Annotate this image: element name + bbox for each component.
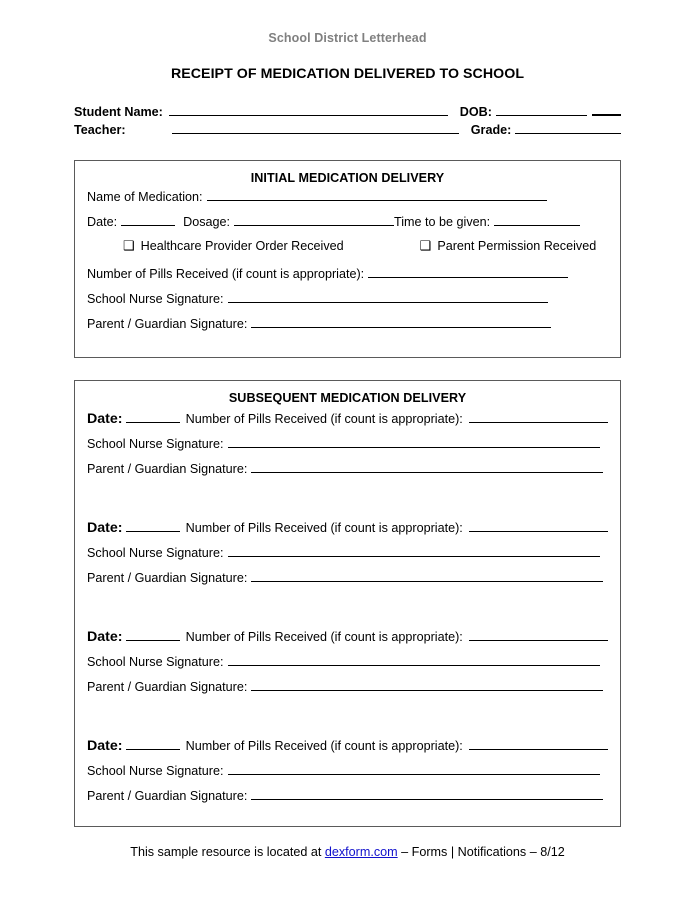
subsequent-nurse-signature-field[interactable]	[228, 763, 600, 775]
dexform-link[interactable]: dexform.com	[324, 845, 398, 859]
initial-nurse-signature-row	[87, 291, 608, 316]
subsequent-delivery-title: SUBSEQUENT MEDICATION DELIVERY	[228, 391, 467, 405]
checkbox-provider-icon[interactable]: ❑	[123, 238, 135, 253]
consent-checkbox-row	[87, 239, 608, 266]
subsequent-nurse-signature-row	[87, 436, 608, 461]
subsequent-date-label: Date:	[87, 629, 123, 645]
initial-pills-label: Number of Pills Received (if count is appropriate):	[87, 267, 365, 281]
initial-nurse-signature-field[interactable]	[228, 291, 548, 303]
checkbox-parent-icon[interactable]: ❑	[419, 238, 432, 253]
subsequent-nurse-signature-field[interactable]	[228, 436, 600, 448]
checkbox-provider-label: Healthcare Provider Order Received	[140, 239, 344, 253]
initial-pills-field[interactable]	[368, 266, 568, 278]
dosage-field[interactable]	[234, 214, 394, 226]
subsequent-nurse-signature-label: School Nurse Signature:	[87, 655, 224, 669]
subsequent-date-field[interactable]	[126, 629, 179, 641]
grade-field[interactable]	[515, 122, 621, 134]
medication-name-field[interactable]	[207, 189, 547, 201]
subsequent-nurse-signature-field[interactable]	[228, 654, 600, 666]
page-title: RECEIPT OF MEDICATION DELIVERED TO SCHOOL	[170, 66, 525, 82]
subsequent-pills-label: Number of Pills Received (if count is appropriate):	[185, 521, 463, 535]
subsequent-parent-signature-field[interactable]	[251, 679, 603, 691]
subsequent-parent-signature-row	[87, 788, 608, 813]
dosage-label: Dosage:	[183, 215, 231, 229]
subsequent-date-pills-row	[87, 411, 608, 436]
dob-field-extra[interactable]	[592, 103, 621, 116]
subsequent-pills-label: Number of Pills Received (if count is appropriate):	[185, 630, 463, 644]
subsequent-pills-field[interactable]	[469, 738, 608, 750]
subsequent-parent-signature-label: Parent / Guardian Signature:	[87, 571, 248, 585]
initial-date-field[interactable]	[121, 214, 175, 226]
subsequent-date-label: Date:	[87, 411, 123, 427]
subsequent-nurse-signature-row	[87, 763, 608, 788]
subsequent-entry	[87, 627, 608, 704]
subsequent-nurse-signature-label: School Nurse Signature:	[87, 437, 224, 451]
subsequent-parent-signature-field[interactable]	[251, 570, 603, 582]
time-field[interactable]	[494, 214, 580, 226]
subsequent-entry	[87, 736, 608, 813]
dob-field[interactable]	[496, 104, 587, 116]
subsequent-entry	[87, 518, 608, 595]
subsequent-entry	[87, 409, 608, 486]
checkbox-parent-label: Parent Permission Received	[437, 239, 597, 253]
medication-name-row	[87, 189, 608, 214]
subsequent-date-pills-row	[87, 520, 608, 545]
subsequent-nurse-signature-row	[87, 654, 608, 679]
teacher-field[interactable]	[172, 122, 459, 134]
initial-parent-signature-label: Parent / Guardian Signature:	[87, 317, 248, 331]
date-dosage-time-row	[87, 214, 608, 239]
subsequent-nurse-signature-row	[87, 545, 608, 570]
footer-text-before: This sample resource is located at	[130, 845, 325, 859]
dob-label: DOB:	[459, 105, 492, 119]
subsequent-nurse-signature-label: School Nurse Signature:	[87, 764, 224, 778]
subsequent-date-label: Date:	[87, 520, 123, 536]
subsequent-medication-delivery-box	[74, 380, 621, 827]
initial-pills-row	[87, 266, 608, 291]
subsequent-parent-signature-field[interactable]	[251, 461, 603, 473]
subsequent-date-label: Date:	[87, 738, 123, 754]
subsequent-date-field[interactable]	[126, 738, 179, 750]
student-name-row	[74, 103, 621, 122]
student-info-section	[74, 103, 621, 141]
subsequent-date-pills-row	[87, 738, 608, 763]
letterhead: School District Letterhead	[268, 31, 427, 45]
subsequent-pills-field[interactable]	[469, 629, 608, 641]
initial-medication-delivery-box	[74, 160, 621, 358]
footer	[74, 845, 621, 859]
initial-date-label: Date:	[87, 215, 118, 229]
subsequent-parent-signature-row	[87, 461, 608, 486]
initial-delivery-title: INITIAL MEDICATION DELIVERY	[250, 171, 445, 185]
teacher-row	[74, 122, 621, 141]
subsequent-pills-field[interactable]	[469, 520, 608, 532]
subsequent-date-field[interactable]	[126, 411, 179, 423]
subsequent-parent-signature-row	[87, 570, 608, 595]
subsequent-date-pills-row	[87, 629, 608, 654]
subsequent-pills-label: Number of Pills Received (if count is appropriate):	[185, 739, 463, 753]
grade-label: Grade:	[470, 123, 512, 137]
subsequent-nurse-signature-field[interactable]	[228, 545, 600, 557]
subsequent-parent-signature-label: Parent / Guardian Signature:	[87, 462, 248, 476]
subsequent-parent-signature-row	[87, 679, 608, 704]
subsequent-pills-field[interactable]	[469, 411, 608, 423]
subsequent-parent-signature-field[interactable]	[251, 788, 603, 800]
teacher-label: Teacher:	[74, 123, 126, 137]
initial-parent-signature-row	[87, 316, 608, 341]
initial-parent-signature-field[interactable]	[251, 316, 551, 328]
subsequent-parent-signature-label: Parent / Guardian Signature:	[87, 789, 248, 803]
subsequent-pills-label: Number of Pills Received (if count is appropriate):	[185, 412, 463, 426]
student-name-label: Student Name:	[74, 105, 163, 119]
medication-name-label: Name of Medication:	[87, 190, 203, 204]
subsequent-parent-signature-label: Parent / Guardian Signature:	[87, 680, 248, 694]
footer-text-after: – Forms | Notifications – 8/12	[397, 845, 565, 859]
student-name-field[interactable]	[169, 104, 448, 116]
subsequent-nurse-signature-label: School Nurse Signature:	[87, 546, 224, 560]
time-label: Time to be given:	[394, 215, 491, 229]
subsequent-date-field[interactable]	[126, 520, 179, 532]
initial-nurse-signature-label: School Nurse Signature:	[87, 292, 224, 306]
